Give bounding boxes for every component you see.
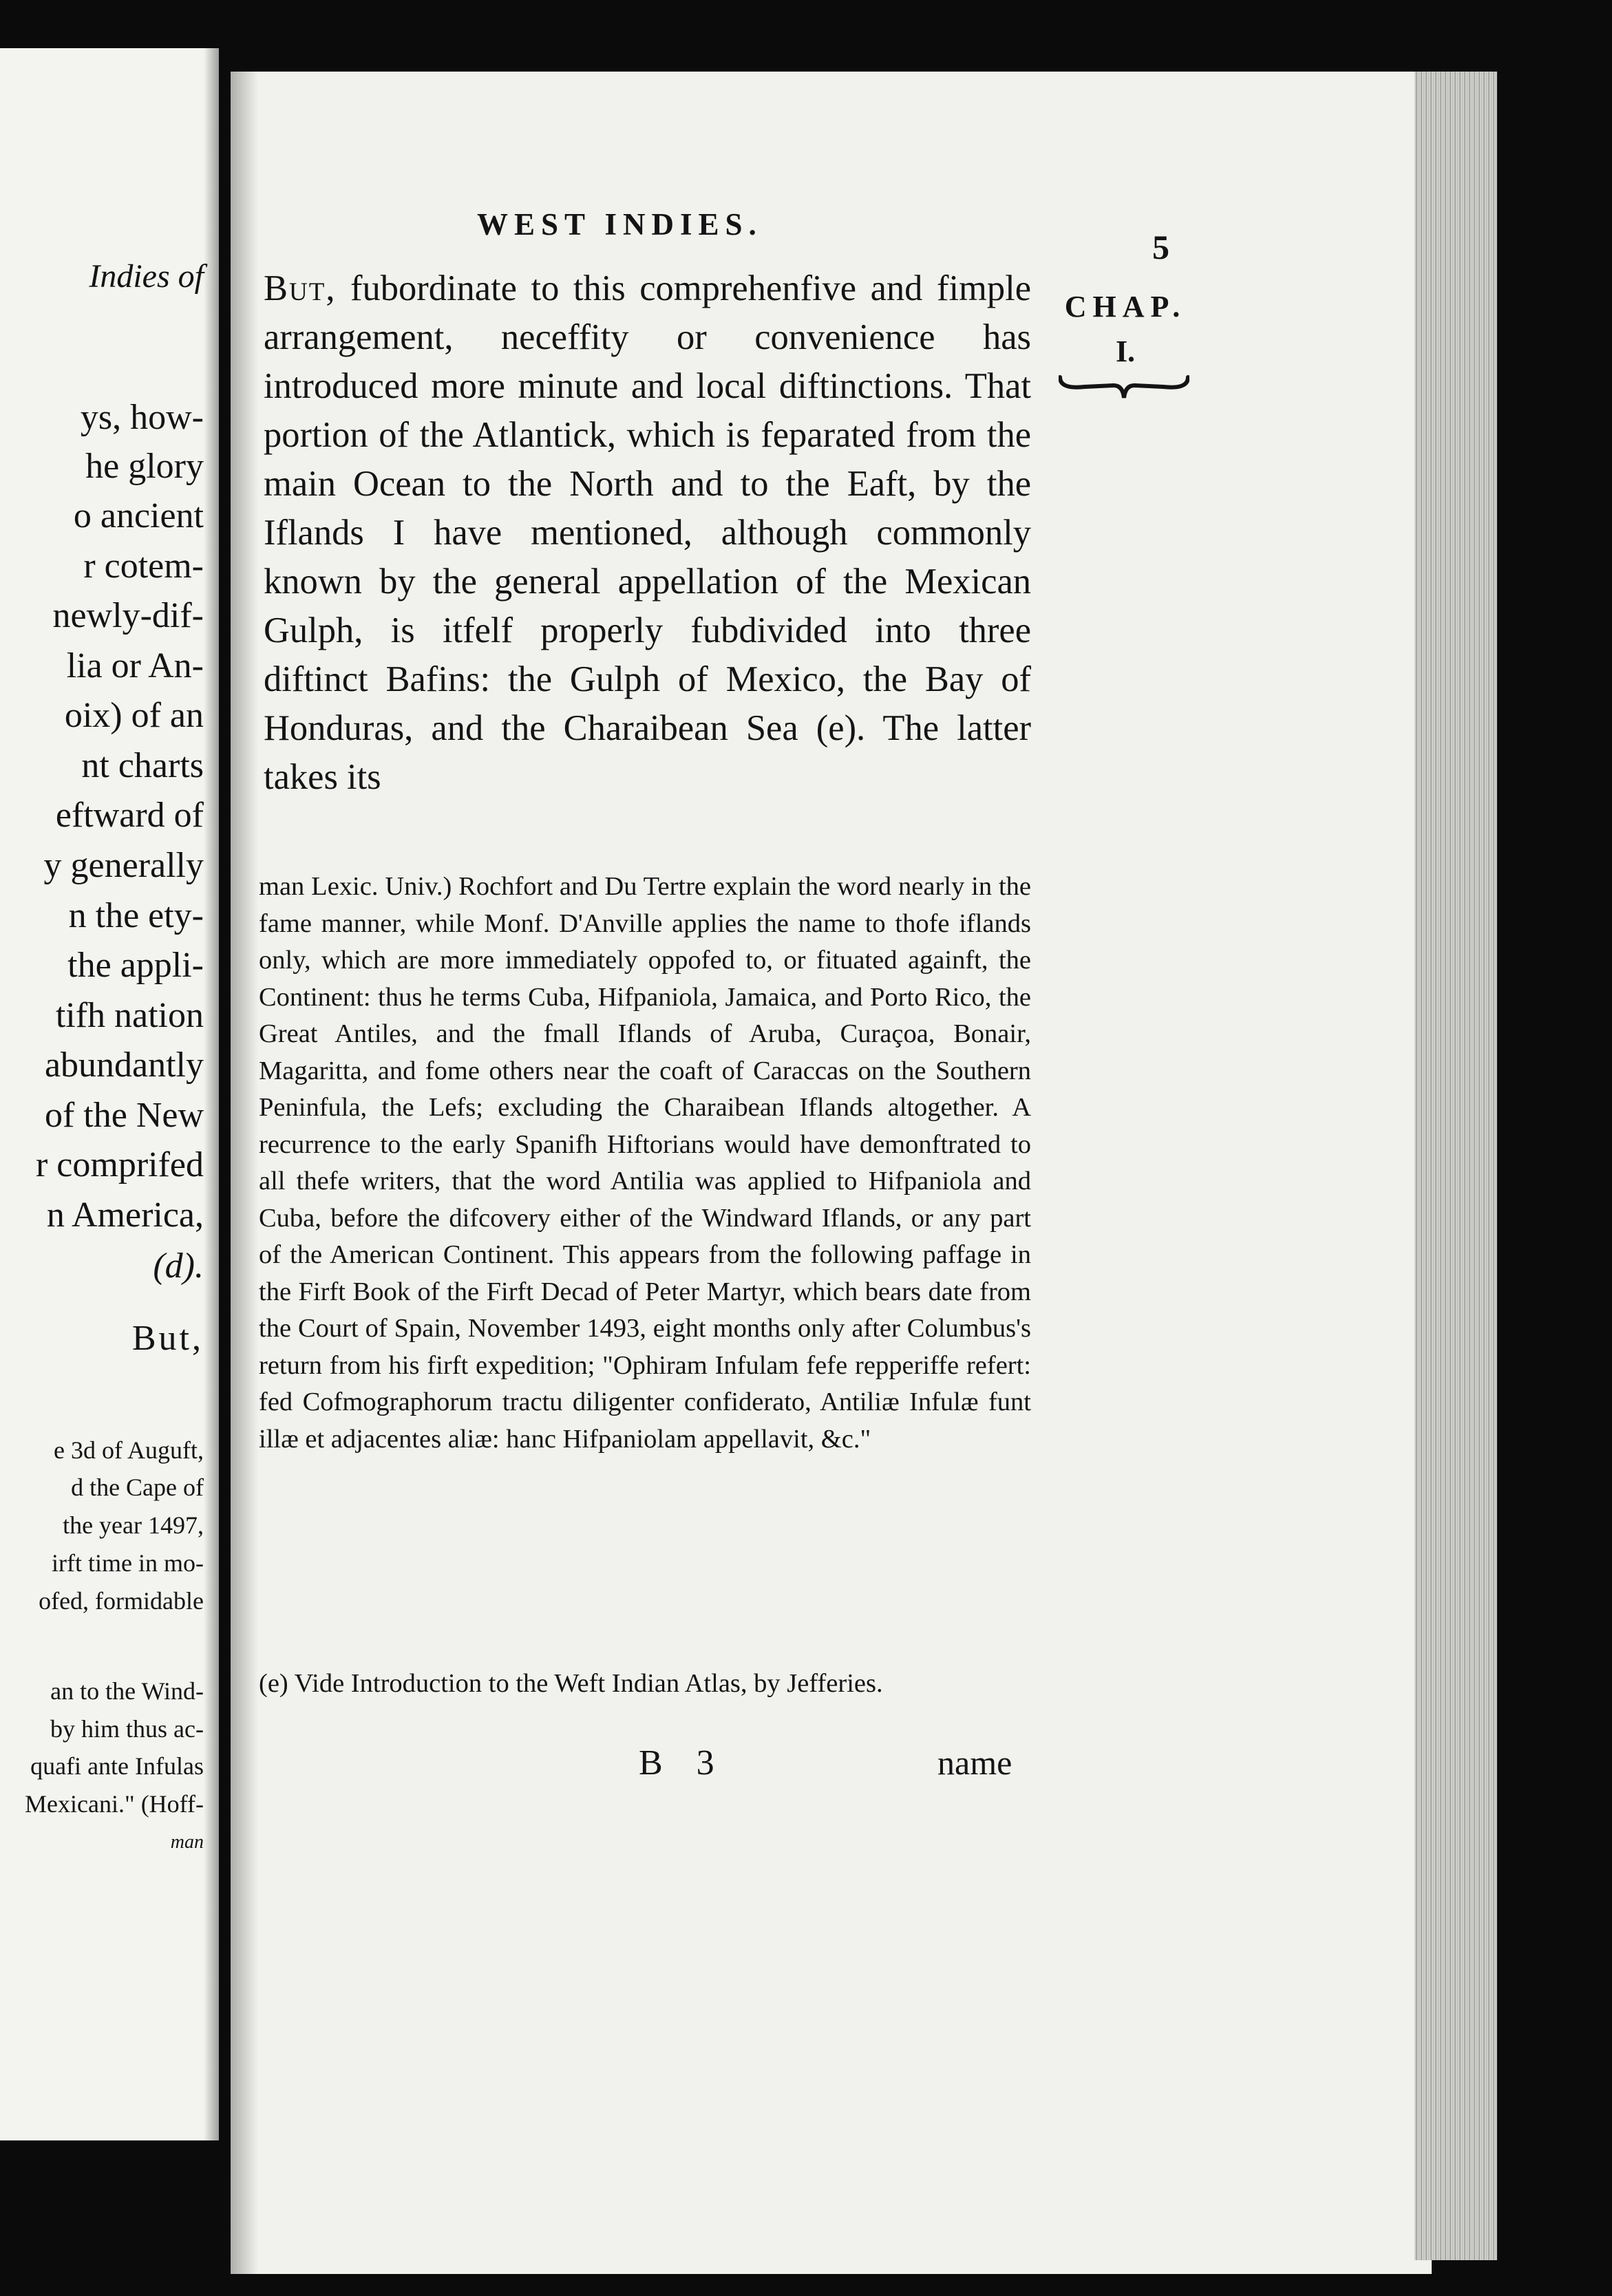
paragraph-text: fubordinate to this comprehenfive and fimple arrangement, neceffity or convenience has introduced more minute and local diftinctions. That portion of the Atlantick, which is feparated from the main Ocean to the North and to the Eaft, by the Iflands I have mentioned, although commonly known by the general appellation of the Mexican Gulph, is itfelf properly fubdivided into three diftinct Bafins: the Gulph of Mexico, the Bay of Honduras, and the Charaibean Sea (e). The latter takes its bbox=[264, 268, 1031, 797]
left-note-line: by him thus ac- bbox=[50, 1715, 204, 1743]
left-text-line: n America, bbox=[46, 1195, 204, 1235]
chapter-label: CHAP. bbox=[1064, 290, 1187, 323]
running-head: WEST INDIES. bbox=[477, 207, 763, 242]
left-note-line: irft time in mo- bbox=[52, 1549, 204, 1577]
gutter-shadow bbox=[231, 72, 258, 2274]
main-paragraph bbox=[264, 264, 1031, 802]
chapter-number: I. bbox=[1115, 334, 1136, 368]
catchword: name bbox=[937, 1743, 1012, 1782]
footnote-continued: man Lexic. Univ.) Rochfort and Du Tertre explain the word nearly in the fame manner, while Monf. D'Anville applies the name to thofe iflands only, which are more immediately oppofed to, or fituated againft, the Continent: thus he terms Cuba, Hifpaniola, Jamaica, and Porto Rico, the Great Antiles, and the fmall Iflands of Aruba, Curaçoa, Bonair, Magaritta, and fome others near the coaft of Caraccas on the Southern Peninfula, the Lefs; excluding the Charaibean Iflands altogether. A recurrence to the early Spanifh Hiftorians would have demonftrated to all thefe writers, that the word Antilia was applied to Hifpaniola and Cuba, before the difcovery either of the Windward Iflands, or any part of the American Continent. This appears from the following paffage in the Firft Book of the Firft Decad of Peter Martyr, which bears date from the Court of Spain, November 1493, eight months only after Columbus's return from his firft expedition; "Ophiram Infulam fefe repperiffe refert: fed Cofmographorum tractu diligenter confiderato, Antiliæ Infulæ funt illæ et adjacentes aliæ: hanc Hifpaniolam appellavit, &c." bbox=[259, 872, 1031, 1454]
left-text-line: abundantly bbox=[44, 1045, 204, 1085]
left-running-head: Indies of bbox=[89, 258, 204, 295]
left-note-line: e 3d of Auguft, bbox=[54, 1436, 204, 1464]
left-text-line: newly-dif- bbox=[52, 596, 204, 635]
left-note-line: quafi ante Infulas bbox=[30, 1752, 204, 1780]
left-note-line: an to the Wind- bbox=[50, 1677, 204, 1705]
left-text-line: tifh nation bbox=[55, 996, 204, 1035]
left-note-line: d the Cape of bbox=[71, 1474, 204, 1501]
footnote-e: (e) Vide Introduction to the Weft Indian Atlas, by Jefferies. bbox=[259, 1669, 883, 1698]
page-edges bbox=[1414, 72, 1497, 2260]
signature-mark: B 3 bbox=[639, 1743, 727, 1783]
left-note-line: Mexicani." (Hoff- bbox=[25, 1790, 204, 1818]
page-number: 5 bbox=[1152, 228, 1169, 266]
left-text-line: y generally bbox=[43, 846, 204, 885]
left-note-line: man bbox=[170, 1831, 204, 1853]
left-text-line: r cotem- bbox=[83, 546, 204, 586]
lead-word: But, bbox=[264, 268, 337, 308]
brace-ornament bbox=[1059, 372, 1189, 401]
left-text-line: lia or An- bbox=[66, 646, 204, 685]
left-text-line: nt charts bbox=[81, 746, 204, 785]
left-text-line: r comprifed bbox=[35, 1145, 204, 1184]
left-text-line: he glory bbox=[85, 447, 204, 486]
left-text-line: of the New bbox=[44, 1096, 204, 1135]
left-gutter-shadow bbox=[204, 48, 219, 2140]
left-page bbox=[0, 48, 219, 2140]
left-text-line: the appli- bbox=[67, 946, 204, 985]
left-note-line: ofed, formidable bbox=[39, 1587, 204, 1615]
left-text-line: ys, how- bbox=[80, 398, 204, 437]
left-text-line: eftward of bbox=[55, 796, 204, 835]
left-note-line: the year 1497, bbox=[63, 1511, 204, 1539]
left-text-line: n the ety- bbox=[68, 896, 204, 935]
left-text-line: o ancient bbox=[73, 496, 204, 535]
left-text-line: (d). bbox=[153, 1246, 204, 1286]
left-catchword: But, bbox=[131, 1319, 204, 1358]
left-text-line: oix) of an bbox=[64, 696, 204, 735]
